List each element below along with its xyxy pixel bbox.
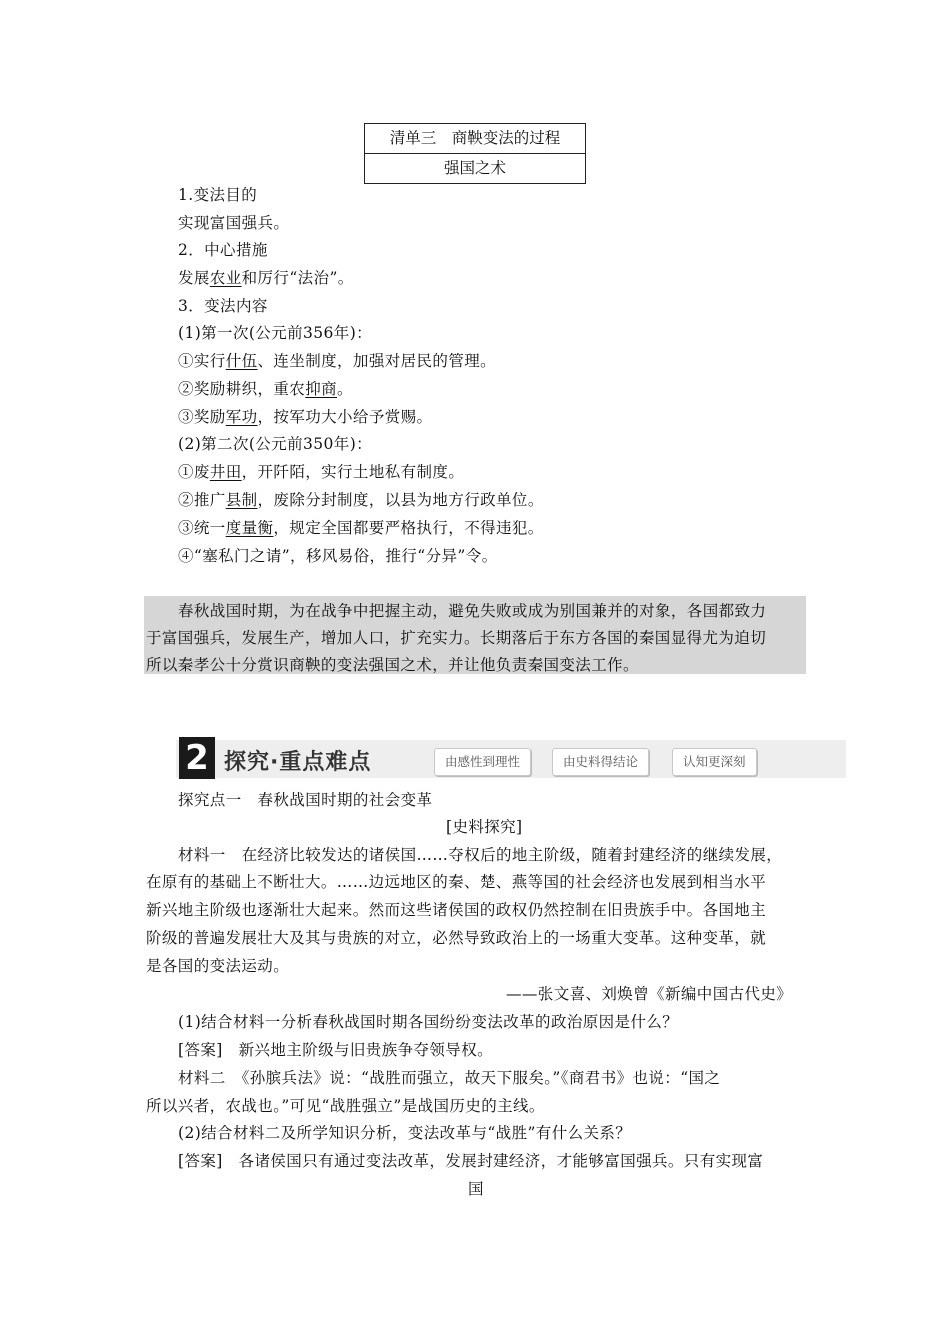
source-label: [史料探究]: [446, 818, 523, 836]
first-1-underlined: 什伍: [225, 352, 258, 370]
section-banner-title: 探究·重点难点: [224, 750, 372, 775]
first-reform-heading: (1)第一次(公元前356年)：: [178, 324, 373, 342]
background-note-line-2: 于富国强兵，发展生产，增加人口，扩充实力。长期落后于东方各国的秦国显得尤为迫切: [146, 629, 767, 647]
goal-text: 实现富国强兵。: [178, 214, 290, 232]
second-1-post: ，开阡陌，实行土地私有制度。: [241, 463, 465, 481]
second-reform-item-3: [178, 518, 544, 538]
measure-text: [178, 268, 354, 288]
material-1-line-1: 材料一 在经济比较发达的诸侯国……夺权后的地主阶级，随着封建经济的继续发展，: [178, 846, 783, 864]
first-2-post: 。: [337, 380, 353, 398]
measure-pre: 发展: [178, 269, 210, 287]
second-reform-item-1: [178, 462, 464, 482]
second-3-pre: ③统一: [178, 519, 226, 537]
first-1-pre: ①实行: [178, 352, 226, 370]
first-3-underlined: 军功: [225, 408, 258, 426]
measure-heading: 2．中心措施: [178, 241, 268, 259]
first-2-pre: ②奖励耕织，重农: [178, 380, 306, 398]
first-3-pre: ③奖励: [178, 408, 226, 426]
second-3-underlined: 度量衡: [225, 519, 274, 537]
material-1-line-3: 新兴地主阶级也逐渐壮大起来。然而这些诸侯国的政权仍然控制在旧贵族手中。各国地主: [146, 901, 767, 919]
second-1-underlined: 井田: [209, 463, 242, 481]
second-1-pre: ①废: [178, 463, 210, 481]
question-1: (1)结合材料一分析春秋战国时期各国纷纷变法改革的政治原因是什么？: [178, 1013, 679, 1031]
second-reform-item-2: [178, 490, 544, 510]
question-2: (2)结合材料二及所学知识分析，变法改革与“战胜”有什么关系？: [178, 1124, 632, 1142]
first-reform-item-1: [178, 351, 496, 371]
material-1-source: ——张文喜、刘焕曾《新编中国古代史》: [506, 985, 793, 1003]
material-1-line-4: 阶级的普遍发展壮大及其与贵族的对立，必然导致政治上的一场重大变革。这种变革，就: [146, 929, 767, 947]
second-2-underlined: 县制: [225, 491, 258, 509]
banner-tag-1: 由感性到理性: [434, 748, 531, 776]
banner-tag-3: 认知更深刻: [672, 748, 757, 776]
first-3-post: ，按军功大小给予赏赐。: [257, 408, 433, 426]
material-2-line-2: 所以兴者，农战也。”可见“战胜强立”是战国历史的主线。: [146, 1097, 545, 1115]
material-1-line-2: 在原有的基础上不断壮大。……边远地区的秦、楚、燕等国的社会经济也发展到相当水平: [146, 873, 767, 891]
answer-2-line-1: [答案] 各诸侯国只有通过变法改革，发展封建经济，才能够富国强兵。只有实现富: [178, 1152, 764, 1170]
measure-underlined: 农业: [209, 269, 242, 287]
background-note-line-1: 春秋战国时期，为在战争中把握主动，避免失败或成为别国兼并的对象，各国都致力: [178, 602, 767, 620]
second-3-post: ，规定全国都要严格执行，不得违犯。: [273, 519, 544, 537]
measure-post: 和厉行“法治”。: [241, 269, 354, 287]
list-title-box: [364, 123, 586, 184]
second-reform-heading: (2)第二次(公元前350年)：: [178, 435, 373, 453]
answer-1: [答案] 新兴地主阶级与旧贵族争夺领导权。: [178, 1041, 493, 1059]
first-2-underlined: 抑商: [305, 380, 338, 398]
list-subtitle: 强国之术: [365, 153, 585, 183]
section-number-badge: 2: [179, 737, 215, 779]
background-note-line-3: 所以秦孝公十分赏识商鞅的变法强国之术，并让他负责秦国变法工作。: [146, 656, 639, 674]
content-heading: 3．变法内容: [178, 297, 268, 315]
answer-2-line-2: 国: [468, 1180, 484, 1198]
second-reform-item-4: ④“塞私门之请”，移风易俗，推行“分异”令。: [178, 547, 498, 565]
second-2-pre: ②推广: [178, 491, 226, 509]
explore-point-title: 探究点一 春秋战国时期的社会变革: [178, 791, 433, 809]
goal-heading: 1.变法目的: [178, 186, 258, 204]
second-2-post: ，废除分封制度，以县为地方行政单位。: [257, 491, 544, 509]
material-1-line-5: 是各国的变法运动。: [146, 957, 290, 975]
first-reform-item-2: [178, 379, 353, 399]
first-1-post: 、连坐制度，加强对居民的管理。: [257, 352, 497, 370]
list-title: 清单三 商鞅变法的过程: [389, 129, 561, 147]
banner-tag-2: 由史料得结论: [552, 748, 649, 776]
first-reform-item-3: [178, 407, 432, 427]
material-2-line-1: 材料二 《孙膑兵法》说：“战胜而强立，故天下服矣。”《商君书》也说：“国之: [178, 1069, 721, 1087]
